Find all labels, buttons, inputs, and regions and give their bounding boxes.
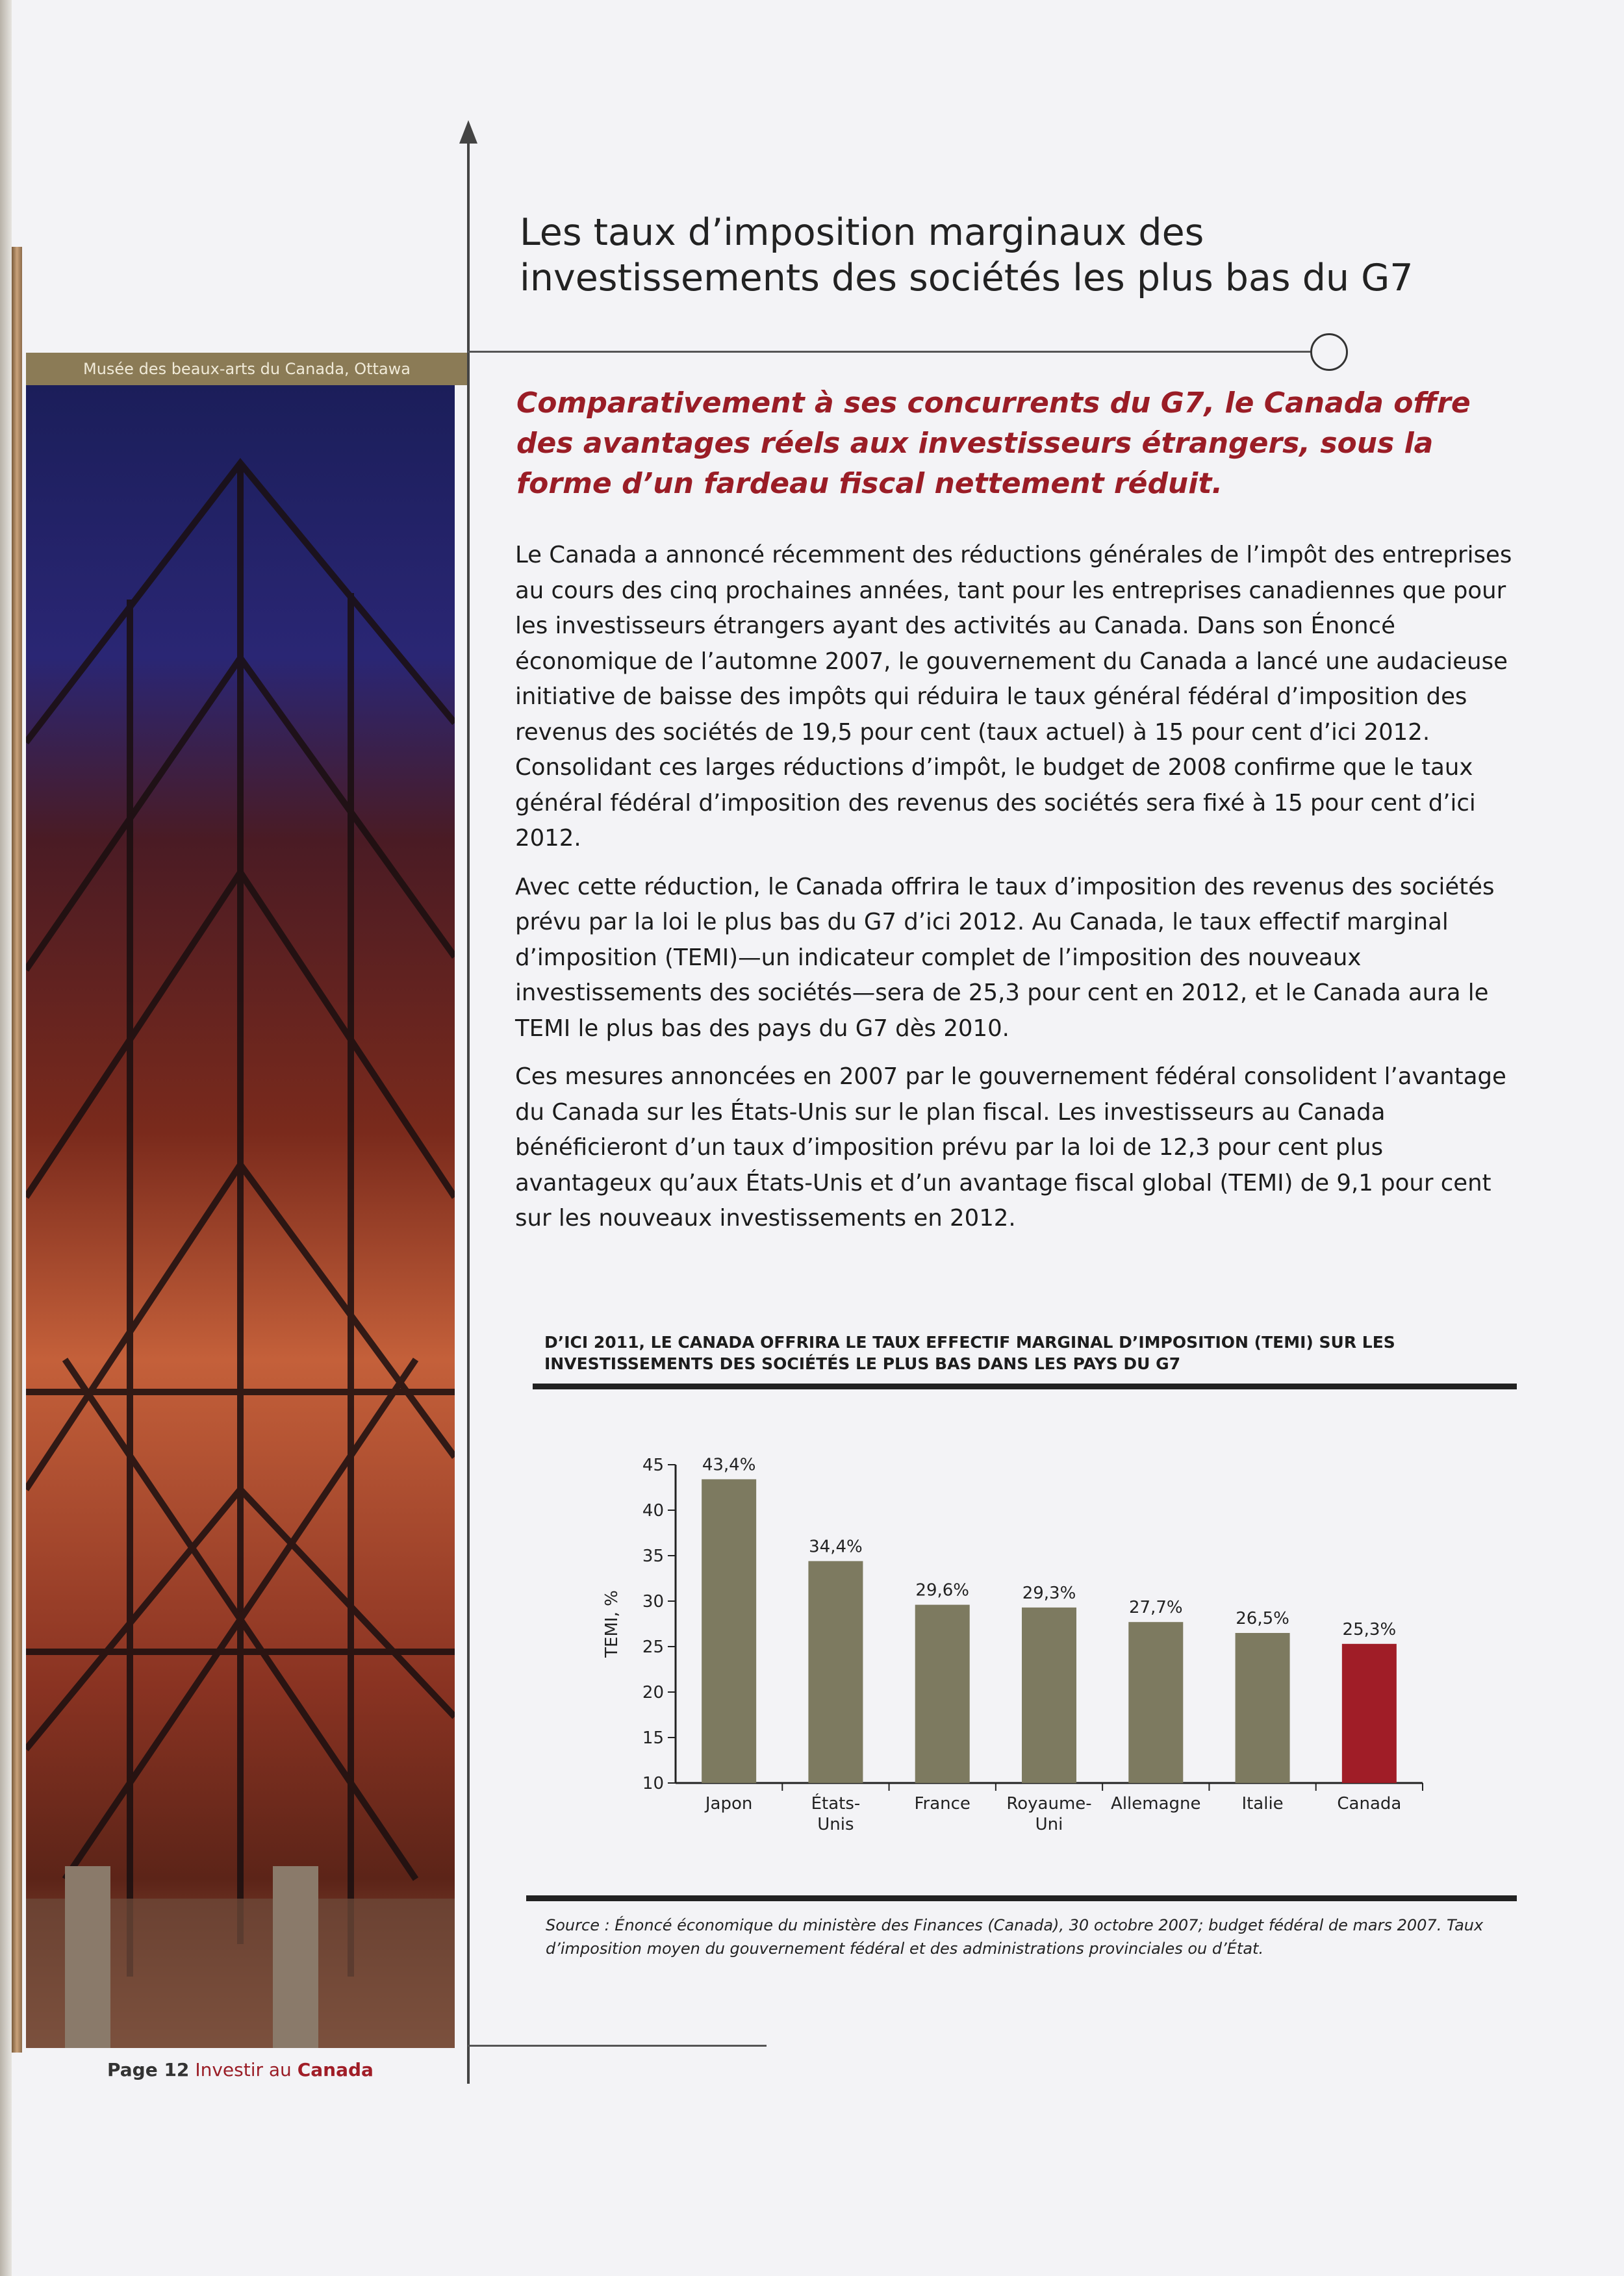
bar (1236, 1633, 1290, 1783)
horizontal-rule (468, 351, 1312, 353)
bar (915, 1605, 970, 1783)
paragraph: Le Canada a annoncé récemment des réductions générales de l’impôt des entreprises au cours des cinq prochaines années, tant pour les entreprises canadiennes que pour les investisseurs étrangers ayant des activités au Canada. Dans son Énoncé économique de l’automne 2007, le gouvernement du Canada a lancé une audacieuse initiative de baisse des impôts qui réduira le taux général fédéral d’imposition des revenus des sociétés de 19,5 pour cent (taux actuel) à 15 pour cent d’ici 2012. Consolidant ces larges réductions d’impôt, le budget de 2008 confirme que le taux général fédéral d’imposition des revenus des sociétés sera fixé à 15 pour cent d’ici 2012. (515, 542, 1512, 852)
page-title: Les taux d’imposition marginaux des investissements des sociétés les plus bas du G7 (520, 211, 1414, 300)
y-tick-label: 45 (642, 1456, 664, 1475)
footer-brand: Canada (297, 2059, 374, 2080)
gallery-photo (26, 385, 455, 2048)
x-tick-label: Unis (817, 1815, 854, 1834)
bar-value-label: 27,7% (1128, 1598, 1183, 1618)
x-tick-label: Allemagne (1111, 1794, 1201, 1814)
chart-bottom-rule (526, 1895, 1517, 1901)
x-tick-label: Italie (1241, 1794, 1284, 1814)
page-number: Page 12 (107, 2059, 190, 2080)
x-tick-label: Japon (705, 1794, 753, 1814)
x-tick-label: Uni (1035, 1815, 1063, 1834)
x-tick-label: Canada (1337, 1794, 1402, 1814)
bar (1342, 1644, 1397, 1783)
y-tick-label: 25 (642, 1637, 664, 1657)
bar-value-label: 43,4% (702, 1455, 756, 1475)
footer-rule (468, 2045, 767, 2047)
temi-bar-chart (585, 1442, 1442, 1845)
lead-paragraph: Comparativement à ses concurrents du G7, le Canada offre des avantages réels aux investisseurs étrangers, sous la forme d’un fardeau fiscal nettement réduit. (516, 386, 1471, 500)
y-tick-label: 30 (642, 1592, 664, 1612)
paragraph: Ces mesures annoncées en 2007 par le gouvernement fédéral consolident l’avantage du Canada sur les États-Unis sur le plan fiscal. Les investisseurs au Canada bénéficieront d’un taux d’imposition prévu par la loi de 12,3 pour cent plus avantageux qu’aux États-Unis et d’un avantage fiscal global (TEMI) de 9,1 pour cent sur les nouveaux investissements en 2012. (515, 1063, 1506, 1232)
circle-marker-icon (1310, 333, 1348, 371)
vertical-rule (467, 136, 470, 2084)
y-axis-label: TEMI, % (602, 1590, 622, 1658)
bar-value-label: 29,3% (1022, 1583, 1076, 1603)
page-footer (107, 2059, 374, 2080)
photo-caption: Musée des beaux-arts du Canada, Ottawa (26, 353, 468, 385)
y-tick-label: 20 (642, 1683, 664, 1702)
bar-value-label: 25,3% (1342, 1619, 1397, 1639)
y-tick-label: 15 (642, 1728, 664, 1748)
paragraph: Avec cette réduction, le Canada offrira le taux d’imposition des revenus des sociétés prévu par la loi le plus bas du G7 d’ici 2012. Au Canada, le taux effectif marginal d’imposition (TEMI)—un indicateur complet de l’imposition des nouveaux investissements des sociétés—sera de 25,3 pour cent en 2012, et le Canada aura le TEMI le plus bas des pays du G7 dès 2010. (515, 873, 1495, 1042)
bar-value-label: 29,6% (915, 1580, 970, 1600)
body-text (515, 538, 1516, 1250)
chart-source-note: Source : Énoncé économique du ministère des Finances (Canada), 30 octobre 2007; budget fédéral de mars 2007. Taux d’imposition moyen du gouvernement fédéral et des administrations provinciales ou d’État. (546, 1916, 1484, 1958)
y-tick-label: 10 (642, 1774, 664, 1793)
bar (1128, 1622, 1183, 1783)
bar-value-label: 34,4% (809, 1537, 863, 1557)
chart-title: D’ICI 2011, LE CANADA OFFRIRA LE TAUX EFFECTIF MARGINAL D’IMPOSITION (TEMI) SUR LES INVESTISSEMENTS DES SOCIÉTÉS LE PLUS BAS DANS LES PAYS DU G7 (544, 1333, 1395, 1373)
bar-value-label: 26,5% (1236, 1609, 1289, 1628)
bar (702, 1479, 756, 1783)
x-tick-label: France (914, 1794, 971, 1814)
page-edge-shadow (12, 247, 22, 2053)
chart-top-rule (533, 1384, 1517, 1389)
x-tick-label: Royaume- (1006, 1794, 1092, 1814)
bar (1022, 1608, 1076, 1783)
y-tick-label: 40 (642, 1501, 664, 1521)
x-tick-label: États- (811, 1794, 861, 1814)
glass-tower-illustration (26, 385, 455, 2048)
y-tick-label: 35 (642, 1547, 664, 1566)
page-edge (0, 0, 12, 2276)
footer-brand-prefix: Investir au (195, 2059, 292, 2080)
bar (808, 1561, 863, 1783)
